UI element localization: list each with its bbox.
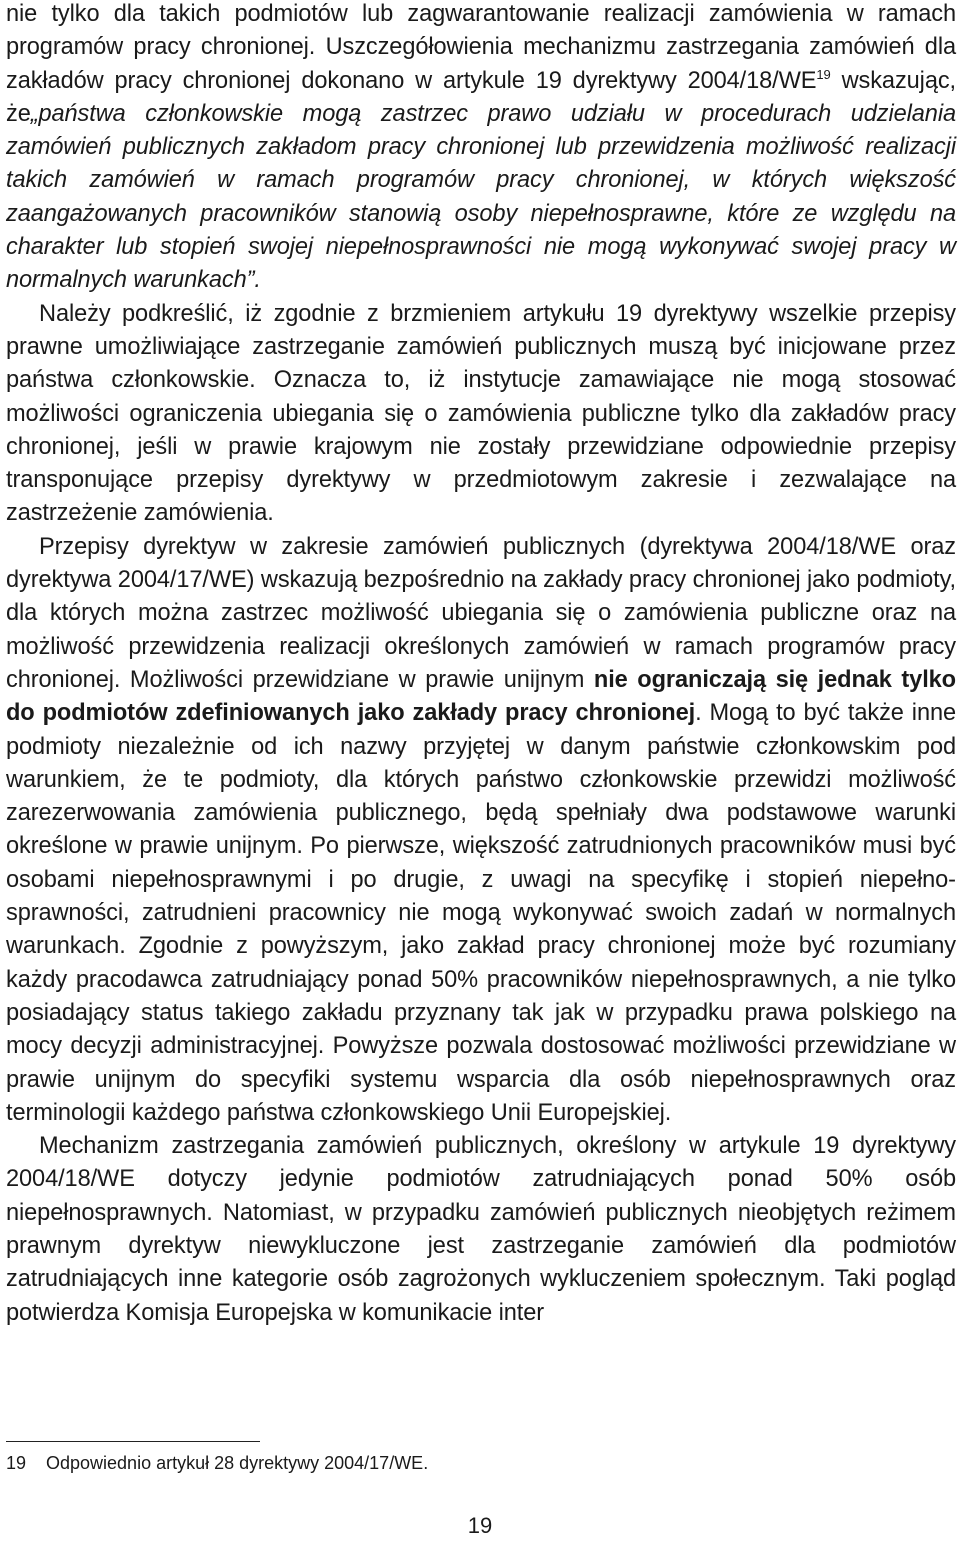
page-number: 19 <box>467 1513 493 1538</box>
quoted-directive-text: „państwa członkowskie mogą zastrzec prawo udziału w procedurach udzielania zamówień publicznych zakładom pracy chronionej lub przewidzenia możliwość realizacji takich zamówień w ramach programów pracy chronionej, w których większość zaangażowanych pracowników stanowią osoby niepełnosprawne, które ze względu na charakter lub stopień swojej niepełnosprawności nie mogą wykonywać swojej pracy w normalnych warunkach”. <box>6 100 956 294</box>
footnote-reference: 19 <box>816 66 831 82</box>
footnote <box>6 1451 428 1475</box>
paragraph-text: nie tylko dla takich podmiotów lub zagwarantowanie realizacji zamówienia w ramach programów pracy chronionej. Uszczegółowienia mechanizmu zastrzegania zamówień dla zakładów pracy chronionej dokonano w artykule 19 dyrektywy 2004/18/WE <box>6 1 956 94</box>
emphasized-text: nie ograniczają się jednak tylko do podmiotów zdefiniowanych jako zakłady pracy chronionej <box>6 666 956 727</box>
paragraph-text: Należy podkreślić, iż zgodnie z brzmieniem artykułu 19 dyrektywy wszelkie przepisy prawne umożliwiające zastrzeganie zamówień publicznych muszą być inicjowane przez państwa członkowskie. Oznacza to, iż instytucje zamawiające nie mogą stosować możliwości ograniczenia ubiegania się o zamówienia publiczne tylko dla zakładów pracy chronionej, jeśli w prawie krajowym nie zostały przewidziane odpowiednie przepisy transponujące przepisy dyrektywy w przedmiotowym zakresie i zezwalające na zastrzeżenie zamówienia. <box>6 300 956 527</box>
paragraph-4 <box>6 1130 956 1330</box>
paragraph-text: wskazując, że <box>6 67 956 127</box>
paragraph-text: Mechanizm zastrzegania zamówień publicznych, określony w artykule 19 dyrektywy 2004/18/WE dotyczy jedynie podmiotów zatrudniających ponad 50% osób niepełnosprawnych. Natomiast, w przypadku zamówień publicznych nieobjętych reżimem prawnym dyrektyw niewykluczone jest zastrzeganie zamówień dla podmiotów zatrudniających inne kategorie osób zagrożonych wykluczeniem społecznym. Taki pogląd potwierdza Komisja Europejska w komunikacie inter <box>6 1133 956 1326</box>
footnote-text: Odpowiednio artykuł 28 dyrektywy 2004/17/WE. <box>46 1453 429 1473</box>
footnote-separator <box>6 1441 260 1442</box>
paragraph-3 <box>6 531 956 1130</box>
paragraph-1 <box>6 0 956 298</box>
paragraph-text: . Mogą to być także inne podmioty niezależnie od ich nazwy przyjętej w danym państwie członkowskim pod warunkiem, że te podmioty, dla których państwo członkowskie przewidzi możliwość zarezerwowania zamówienia publicznego, będą spełniały dwa podstawowe warunki określone w prawie unijnym. Po pierwsze, większość zatrudnionych pracowników musi być osobami niepełnosprawnymi i po drugie, z uwagi na specyfikę i stopień niepełnosprawności, zatrudnieni pracownicy nie mogą wykonywać swoich zadań w normalnych warunkach. Zgodnie z powyższym, jako zakład pracy chronionej może być rozumiany każdy pracodawca zatrudniający ponad 50% pracowników niepełnosprawnych, a nie tylko posiadający status takiego zakładu przyznany tak jak w przypadku prawa polskiego na mocy decyzji administracyjnej. Powyższe pozwala dostosować możliwości przewidziane w prawie unijnym do specyfiki systemu wsparcia dla osób niepełnosprawnych oraz terminologii każdego państwa członkowskiego Unii Europejskiej. <box>6 700 957 1126</box>
footnote-number: 19 <box>6 1453 27 1473</box>
paragraph-text: Przepisy dyrektyw w zakresie zamówień publicznych (dyrektywa 2004/18/WE oraz dyrektywa 2004/17/WE) wskazują bezpośrednio na zakłady pracy chronionej jako podmioty, dla których można zastrzec możliwość ubiegania się o zamówienia publiczne oraz na możliwość przewidzenia realizacji określonych zamówień w ramach programów pracy chronionej. Możliwości przewidziane w prawie unijnym <box>6 533 956 693</box>
paragraph-2 <box>6 298 956 531</box>
page-body <box>6 0 956 1330</box>
